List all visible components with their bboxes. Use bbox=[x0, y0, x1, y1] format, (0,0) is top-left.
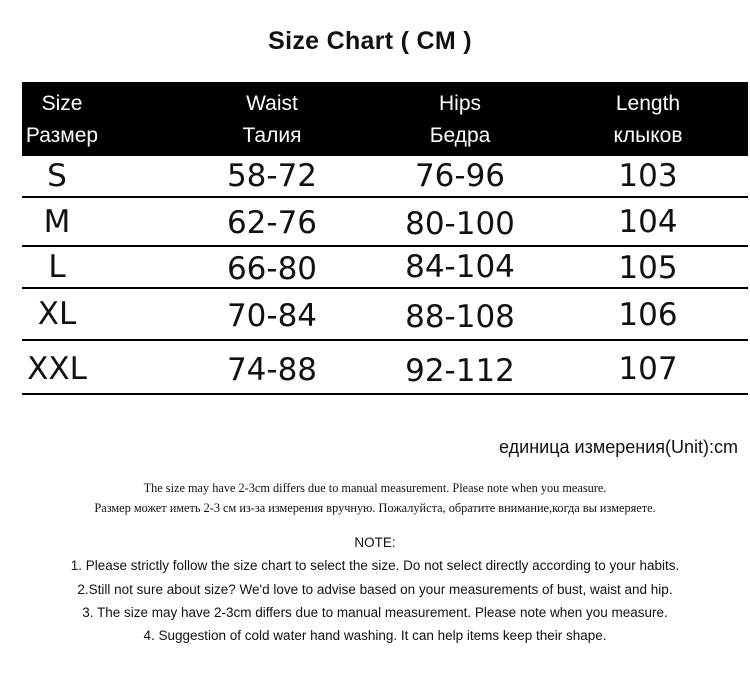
cell-length: 106 bbox=[618, 297, 678, 333]
cell-length: 105 bbox=[618, 250, 678, 286]
cell-hips: 92-112 bbox=[405, 353, 515, 389]
cell-waist: 66-80 bbox=[226, 251, 318, 287]
header-length-en: Length bbox=[615, 92, 681, 115]
table-row bbox=[22, 289, 748, 341]
header-waist-ru: Талия bbox=[242, 124, 302, 147]
header-hips-en: Hips bbox=[438, 92, 481, 115]
cell-hips: 76-96 bbox=[414, 158, 506, 194]
disclaimer-en: The size may have 2-3cm differs due to manual measurement. Please note when you measure. bbox=[143, 481, 607, 495]
note-item: 4. Suggestion of cold water hand washing. It can help items keep their shape. bbox=[143, 628, 607, 643]
disclaimer-ru: Размер может иметь 2-3 см из-за измерения вручную. Пожалуйста, обратите внимание,когда вы измеряете. bbox=[94, 501, 656, 515]
table-row bbox=[22, 247, 748, 289]
cell-size: M bbox=[43, 204, 71, 240]
cell-length: 107 bbox=[618, 351, 678, 387]
cell-hips: 88-108 bbox=[405, 299, 515, 335]
cell-hips: 80-100 bbox=[405, 206, 515, 242]
header-size-en: Size bbox=[41, 92, 83, 115]
table-header bbox=[22, 82, 748, 156]
cell-size: XL bbox=[37, 296, 77, 332]
cell-waist: 74-88 bbox=[226, 352, 318, 388]
cell-size: L bbox=[48, 249, 66, 285]
note-item: 1. Please strictly follow the size chart to select the size. Do not select directly according to your habits. bbox=[70, 558, 680, 573]
cell-length: 103 bbox=[618, 158, 678, 194]
title-band bbox=[0, 0, 750, 82]
header-waist bbox=[222, 88, 322, 152]
header-size bbox=[22, 88, 102, 152]
header-hips bbox=[410, 88, 510, 152]
cell-size: XXL bbox=[27, 351, 87, 387]
page-title: Size Chart ( CM ) bbox=[268, 26, 472, 55]
header-hips-ru: Бедра bbox=[429, 124, 491, 147]
header-size-ru: Размер bbox=[25, 124, 99, 147]
cell-size: S bbox=[47, 158, 67, 194]
table-row bbox=[22, 341, 748, 395]
cell-hips: 84-104 bbox=[405, 249, 515, 285]
cell-length: 104 bbox=[618, 204, 678, 240]
cell-waist: 58-72 bbox=[226, 158, 318, 194]
note-title: NOTE: bbox=[354, 535, 396, 550]
cell-waist: 62-76 bbox=[226, 205, 318, 241]
table-row bbox=[22, 198, 748, 247]
header-waist-en: Waist bbox=[246, 92, 298, 115]
header-length bbox=[598, 88, 698, 152]
note-item: 3. The size may have 2-3cm differs due to manual measurement. Please note when you measure. bbox=[82, 605, 668, 620]
header-length-ru: клыков bbox=[613, 124, 683, 147]
unit-label: единица измерения(Unit):cm bbox=[499, 437, 738, 457]
note-item: 2.Still not sure about size? We'd love to advise based on your measurements of bust, waist and hip. bbox=[77, 582, 673, 597]
table-row bbox=[22, 156, 748, 198]
cell-waist: 70-84 bbox=[226, 298, 318, 334]
